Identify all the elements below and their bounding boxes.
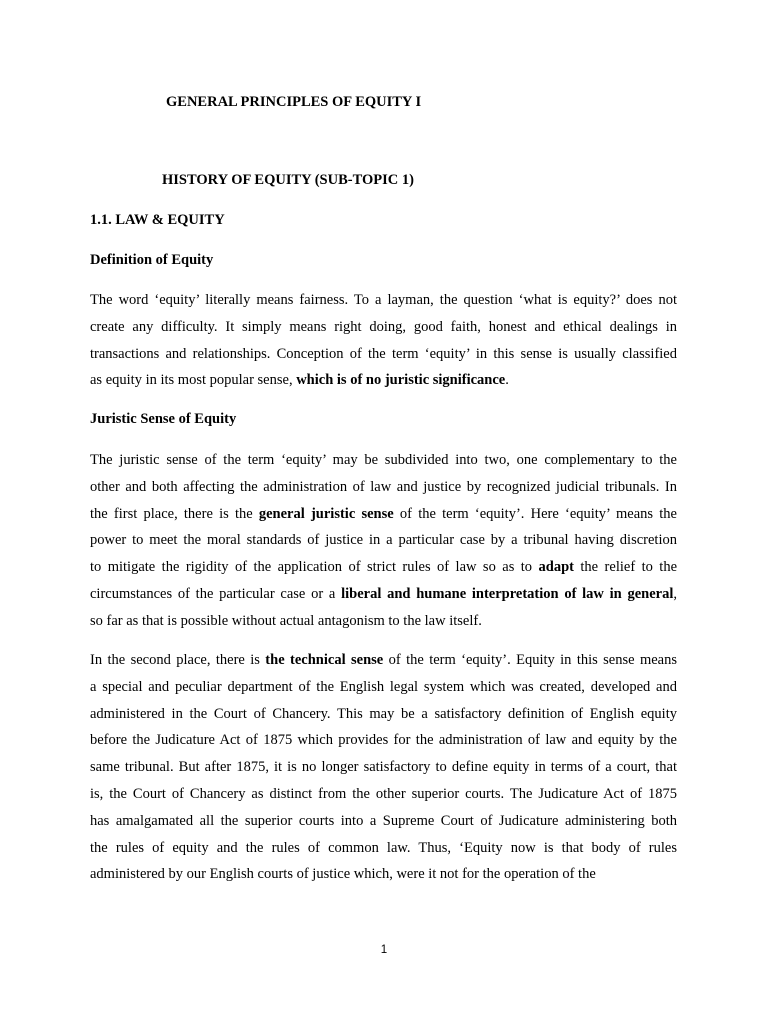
text-line: transactions and relationships. Conception of the term ‘equity’ in this sense is usually classified (90, 345, 677, 362)
text-line: circumstances of the particular case or a liberal and humane interpretation of law in general, (90, 585, 677, 602)
text-line: In the second place, there is the technical sense of the term ‘equity’. Equity in this sense means (90, 652, 678, 668)
text-line: to mitigate the rigidity of the application of strict rules of law so as to adapt the relief to the (90, 559, 678, 576)
text-line: before the Judicature Act of 1875 which provides for the administration of law and equity by the (90, 732, 677, 749)
juristic-heading: Juristic Sense of Equity (90, 411, 237, 427)
text-line: has amalgamated all the superior courts into a Supreme Court of Judicature administering both (90, 812, 677, 829)
text-line: other and both affecting the administration of law and justice by recognized judicial tribunals. In (90, 478, 677, 495)
text-line: administered by our English courts of justice which, were it not for the operation of the (90, 866, 596, 883)
bold-emphasis: general juristic sense (258, 505, 394, 522)
paragraph-juristic-sense (90, 447, 677, 635)
bold-emphasis: liberal and humane interpretation of law in general (341, 585, 674, 602)
text-line: as equity in its most popular sense, which is of no juristic significance. (90, 372, 509, 389)
text-line: the first place, there is the general juristic sense of the term ‘equity’. Here ‘equity’ means the (90, 505, 677, 522)
text-line: a special and peculiar department of the English legal system which was created, developed and (90, 678, 677, 695)
text-line: create any difficulty. It simply means right doing, good faith, honest and ethical dealings in (90, 318, 677, 335)
bold-emphasis: the technical sense (265, 652, 384, 668)
paragraph-definition (90, 287, 677, 394)
paragraph-technical-sense (90, 647, 677, 888)
page-number: 1 (380, 944, 388, 956)
text-line: same tribunal. But after 1875, it is no longer satisfactory to define equity in terms of a court, that (90, 759, 677, 776)
bold-emphasis: which is of no juristic significance (296, 372, 506, 389)
text-line: the rules of equity and the rules of common law. Thus, ‘Equity now is that body of rules (90, 839, 677, 856)
text-line: The juristic sense of the term ‘equity’ may be subdivided into two, one complementary to the (90, 452, 677, 468)
definition-heading: Definition of Equity (90, 252, 214, 268)
text-line: administered in the Court of Chancery. This may be a satisfactory definition of English equity (90, 705, 677, 722)
text-line: power to meet the moral standards of justice in a particular case by a tribunal having discretion (90, 532, 677, 549)
bold-emphasis: adapt (538, 559, 574, 576)
document-subtitle: HISTORY OF EQUITY (SUB-TOPIC 1) (162, 172, 414, 188)
text-line: The word ‘equity’ literally means fairness. To a layman, the question ‘what is equity?’ does not (90, 292, 677, 308)
document-title: GENERAL PRINCIPLES OF EQUITY I (166, 94, 422, 110)
text-line: so far as that is possible without actual antagonism to the law itself. (90, 612, 482, 629)
text-line: is, the Court of Chancery as distinct from the other superior courts. The Judicature Act of 1875 (90, 785, 677, 802)
section-heading: 1.1. LAW & EQUITY (90, 212, 225, 228)
